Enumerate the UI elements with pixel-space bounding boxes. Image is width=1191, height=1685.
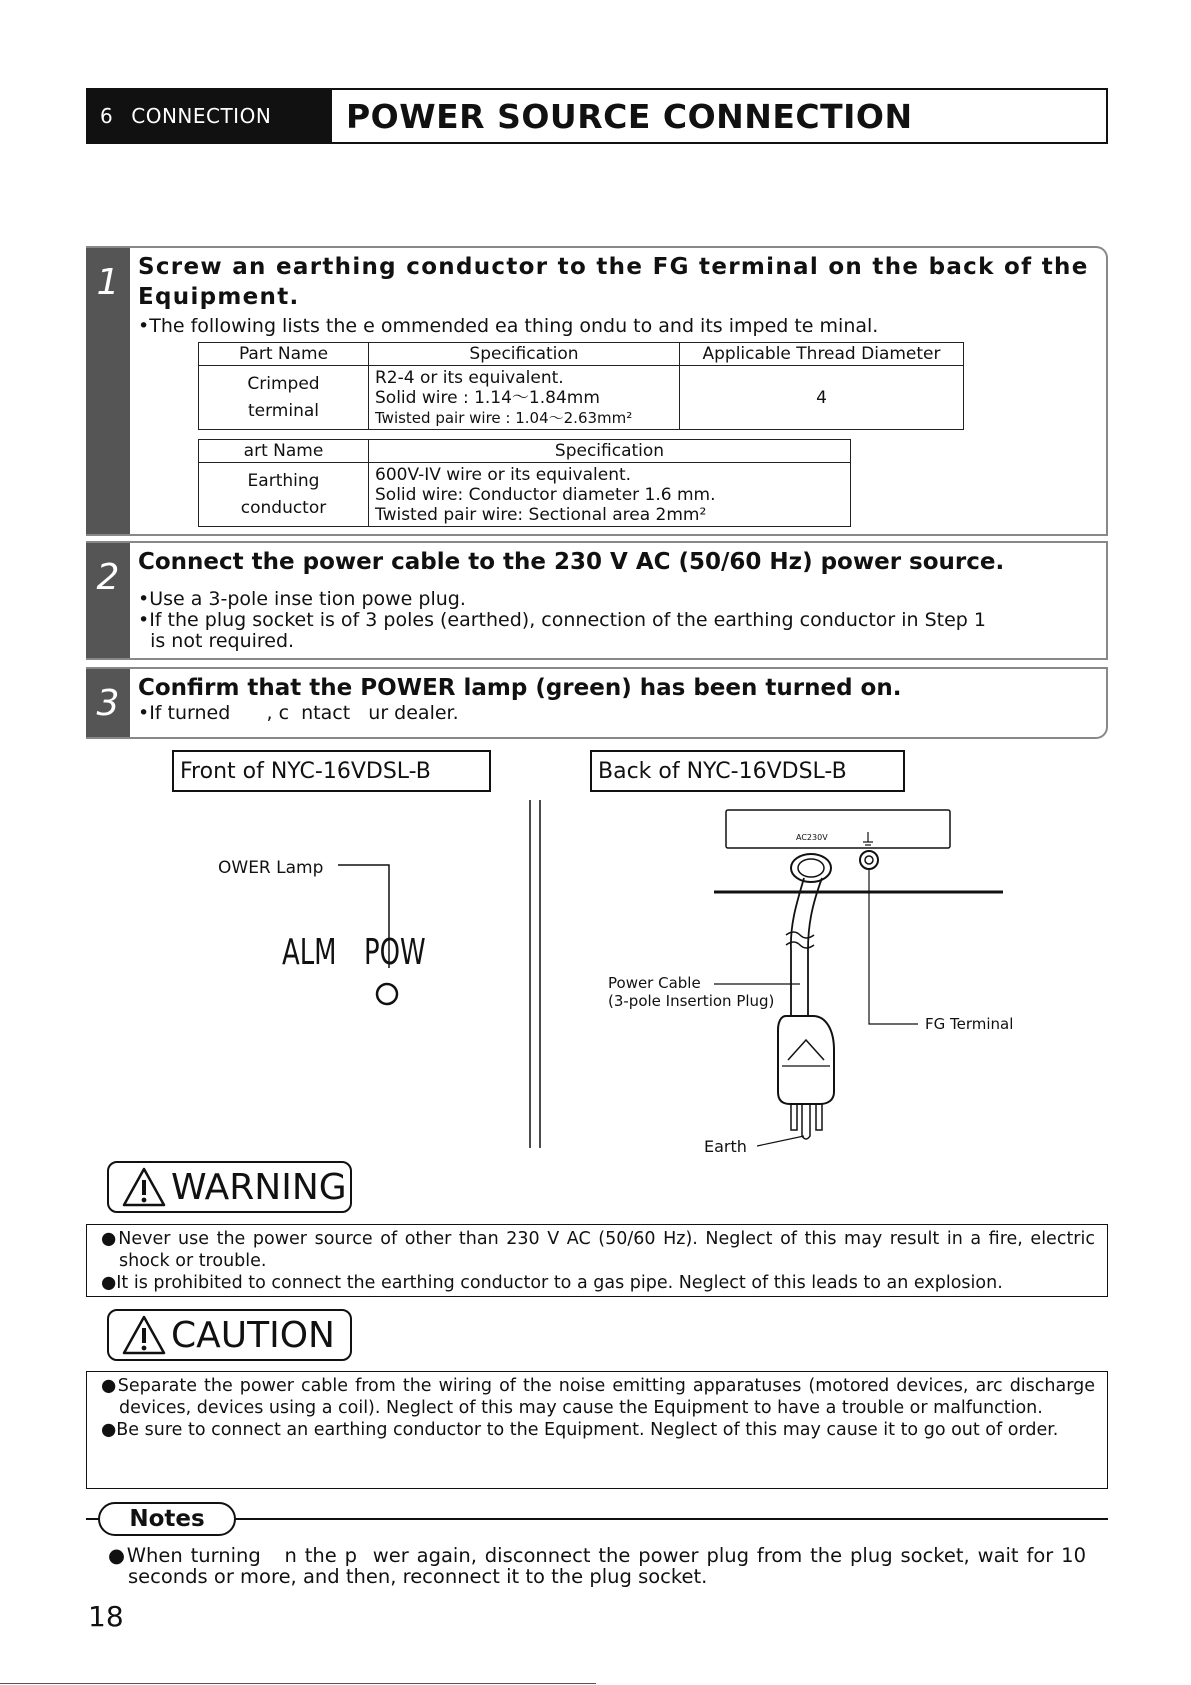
step-bullet: •Use a 3-pole inse tion powe plug. [138,588,466,610]
caution-icon [121,1314,167,1356]
warning-box [86,1224,1108,1297]
back-panel [726,810,950,848]
warning-item: ●Never use the power source of other than 230 V AC (50/60 Hz). Neglect of this may result in a fire, electric shock or trouble. [101,1229,1095,1271]
table-header: Specification [369,343,680,366]
step-bullet: •If turned , c ntact ur dealer. [138,702,459,724]
fg-terminal-label: FG Terminal [925,1015,1014,1033]
plug-pin [791,1104,797,1130]
spec-line: 600V-IV wire or its equivalent. [375,464,632,485]
table-header: Specification [369,440,851,463]
table-header: Applicable Thread Diameter [680,343,964,366]
power-lamp-label: OWER Lamp [218,858,324,878]
section-label: CONNECTION [131,104,272,128]
part-name-line: Crimped [247,373,320,394]
spec-line: Solid wire: Conductor diameter 1.6 mm. [375,484,716,505]
page-number: 18 [88,1600,124,1633]
table-header: art Name [199,440,369,463]
caution-item: ●Separate the power cable from the wiring of the noise emitting apparatuses (motored devices, arc discharge devices, devices using a coil). Neglect of this may cause the Equipment to have a trouble or malfunction. [101,1376,1095,1418]
warning-label: WARNING [171,1166,347,1208]
alm-label: ALM [282,932,337,973]
ground-icon [863,832,873,845]
step-heading: Screw an earthing conductor to the FG terminal on the back of the Equipment. [138,254,1089,310]
notes-item: ●When turning n the p wer again, disconnect the power plug from the plug socket, wait for 10 seconds or more, and then, reconnect it to the plug socket. [108,1544,1093,1588]
power-cable-label: Power Cable [608,974,701,992]
panel-voltage-label: AC230V [796,833,828,842]
front-label: Front of NYC-16VDSL-B [172,750,491,792]
step-number: 3 [86,669,130,737]
notes-badge: Notes [98,1502,236,1536]
caution-item: ●Be sure to connect an earthing conductor to the Equipment. Neglect of this may cause it to go out of order. [101,1420,1059,1440]
earth-label: Earth [704,1137,747,1156]
warning-icon [121,1166,167,1208]
ac-inlet [791,854,831,882]
step-bullet: •The following lists the e ommended ea thing ondu to and its imped te minal. [138,315,879,337]
warning-item: ●It is prohibited to connect the earthing conductor to a gas pipe. Neglect of this leads to an explosion. [101,1273,1003,1293]
notes-divider [86,1518,1108,1520]
step-number: 1 [86,248,130,534]
step-bullet: •If the plug socket is of 3 poles (earthed), connection of the earthing conductor in Step 1 [138,609,986,631]
spec-line: Solid wire : 1.14～1.84mm [375,387,600,408]
power-lamp-leader [338,865,389,968]
footer-line [0,1683,596,1684]
caution-badge [107,1309,352,1361]
caution-box [86,1371,1108,1489]
plug-pin [816,1104,822,1130]
spec-line: R2-4 or its equivalent. [375,367,564,388]
part-name-line: Earthing [247,470,320,491]
earth-pin [802,1104,810,1139]
step-number: 2 [86,543,130,658]
warning-badge [107,1161,352,1213]
spec-line: Twisted pair wire : 1.04～2.63mm² [375,408,633,427]
caution-label: CAUTION [171,1314,335,1356]
part-name-line: terminal [247,400,319,421]
notes-content [108,1544,1093,1588]
table-header: Part Name [199,343,369,366]
back-label: Back of NYC-16VDSL-B [590,750,905,792]
part-name-line: conductor [240,497,327,518]
step-heading: Confirm that the POWER lamp (green) has been turned on. [138,675,902,701]
step-heading: Connect the power cable to the 230 V AC (50/60 Hz) power source. [138,549,1005,575]
fg-terminal-screw [860,851,878,869]
spec-line: Twisted pair wire: Sectional area 2mm² [375,504,707,525]
plug-body [778,1016,834,1104]
pow-label: POW [364,932,426,973]
table-cell-thread: 4 [680,366,964,430]
step-bullet: is not required. [138,630,295,652]
page-title: POWER SOURCE CONNECTION [330,88,1108,144]
power-cable-sublabel: (3-pole Insertion Plug) [608,992,775,1010]
power-lamp-icon [377,984,397,1004]
section-number: 6 [100,104,114,128]
